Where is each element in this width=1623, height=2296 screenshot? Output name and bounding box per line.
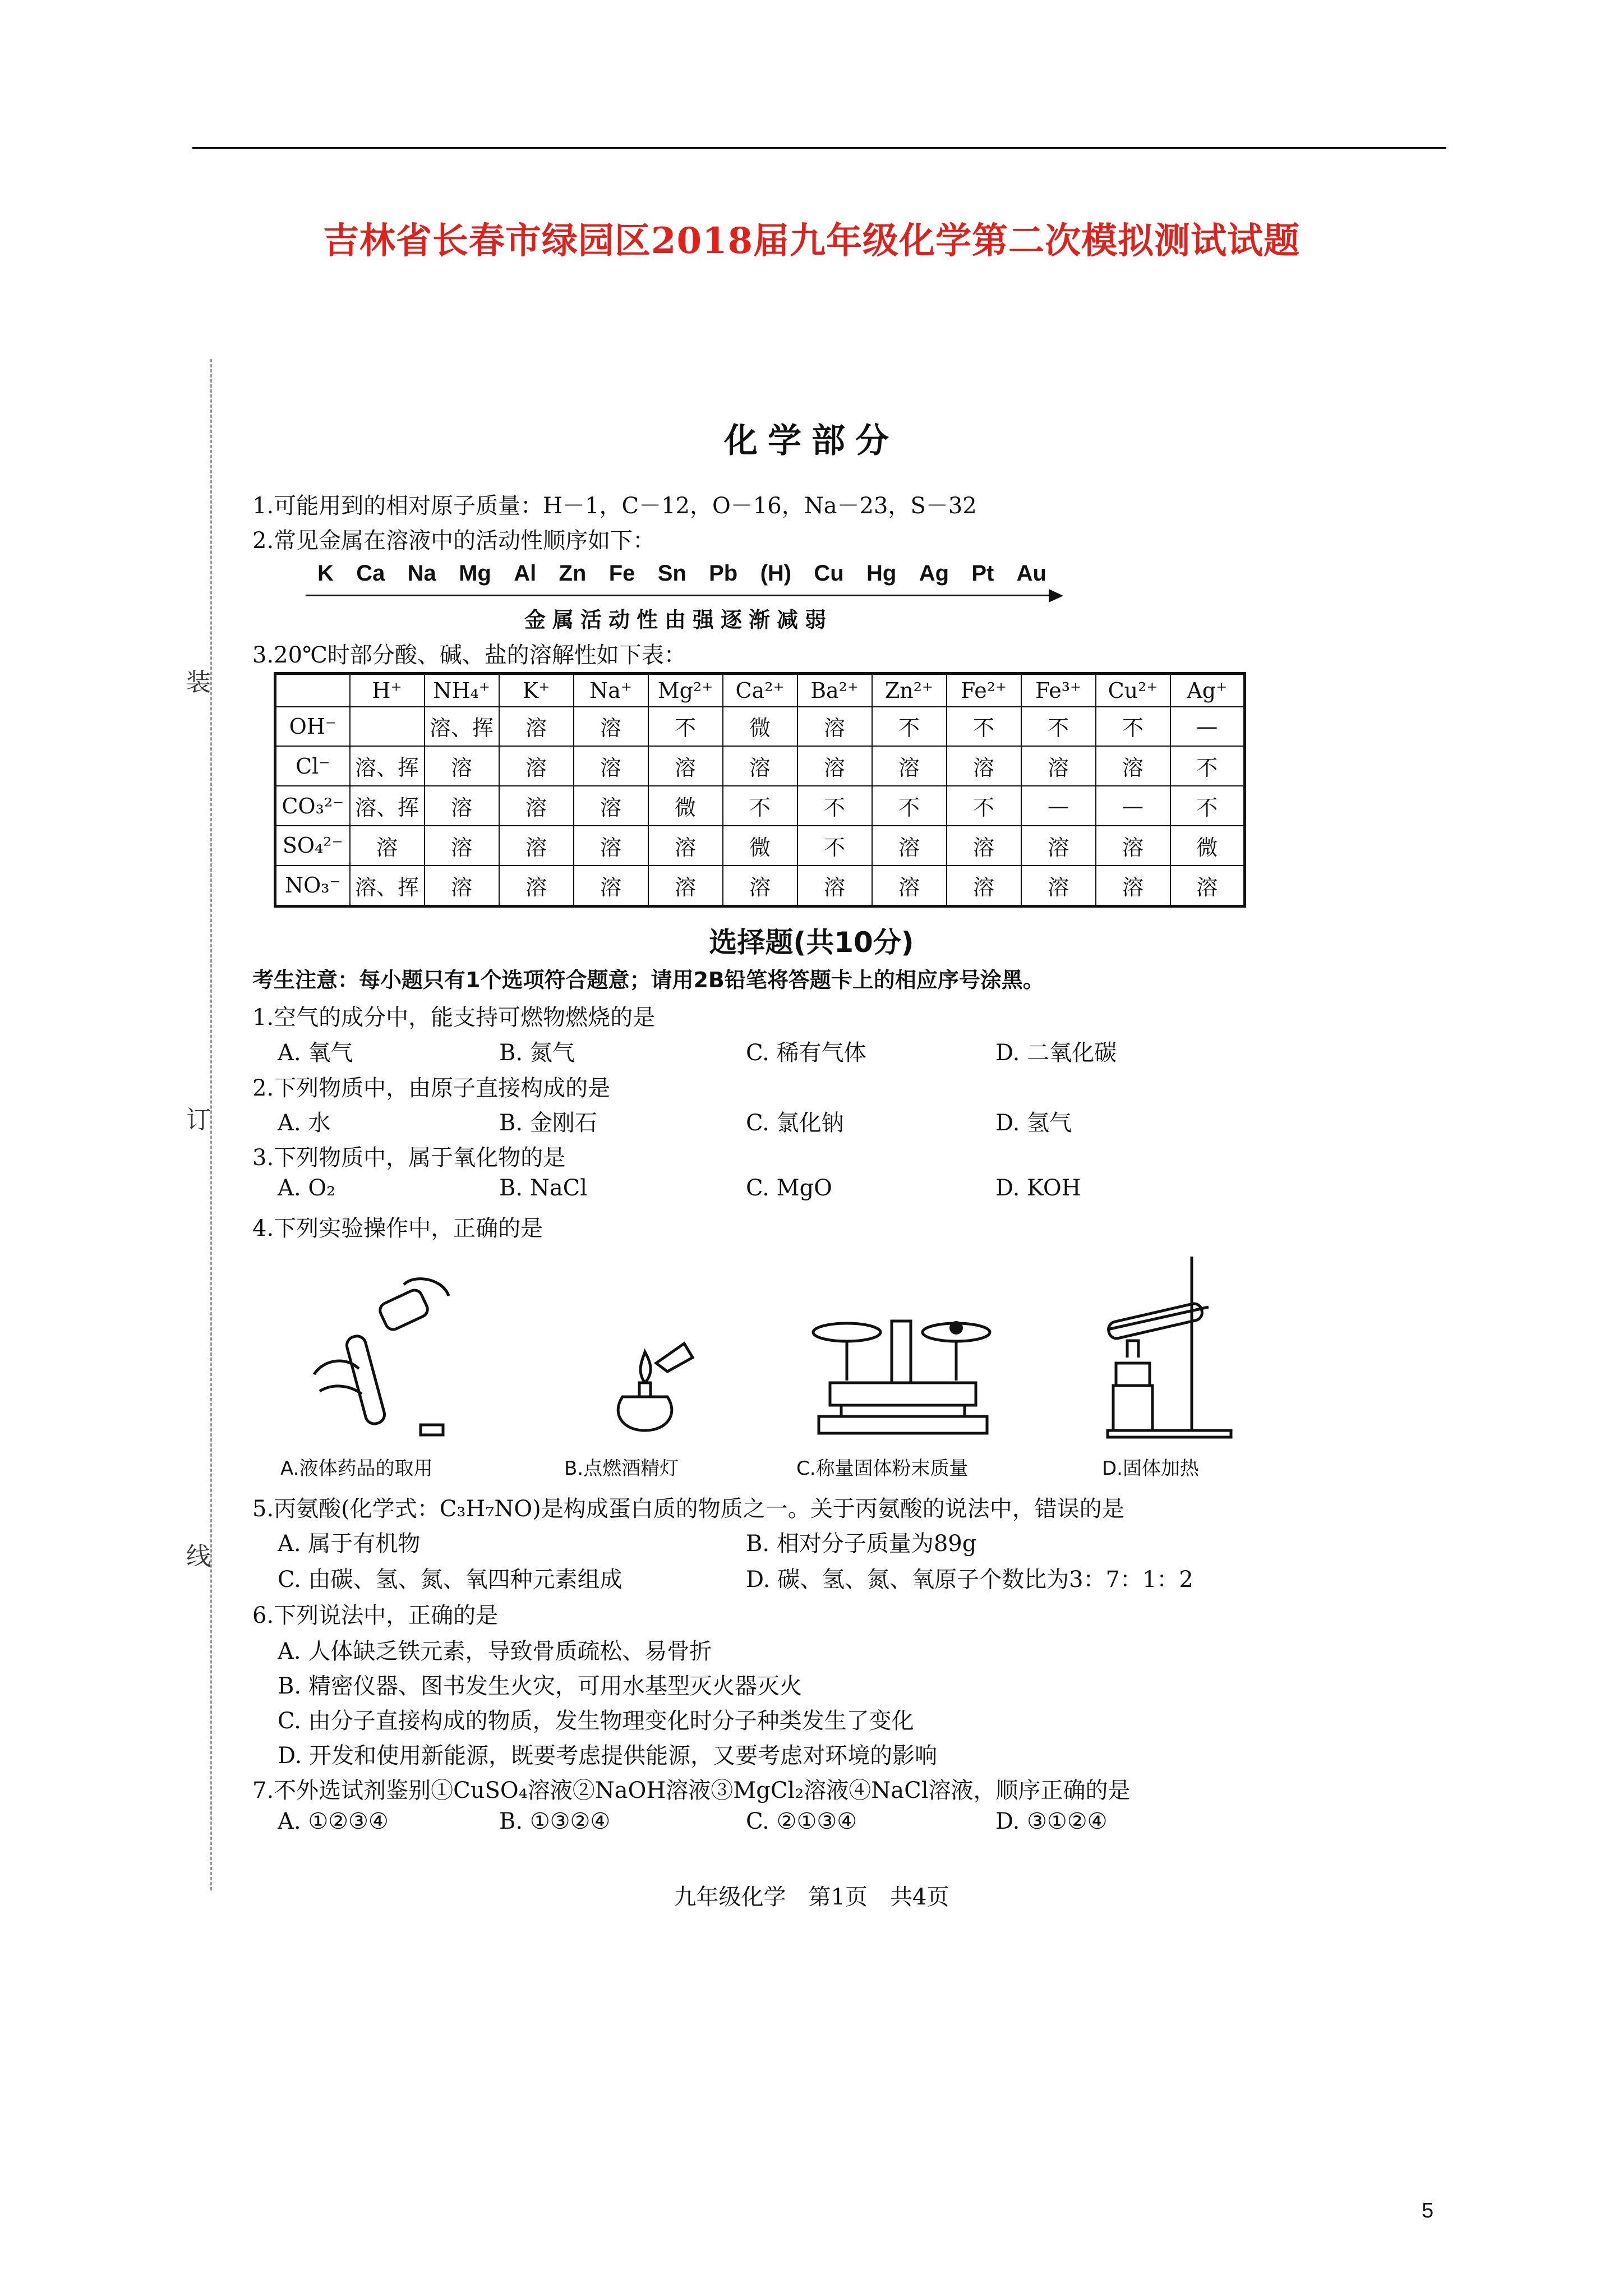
table-cell: 溶、挥: [350, 866, 425, 907]
table-cell: 溶: [1096, 866, 1170, 907]
activity-series: [317, 561, 1046, 586]
table-cell: 微: [723, 826, 797, 866]
table-cell: 不: [1021, 707, 1096, 747]
table-header-row: [275, 674, 1245, 707]
table-header-cell: Cu²⁺: [1096, 674, 1170, 707]
q3-option-b: B. NaCl: [499, 1175, 588, 1201]
candidate-notice: 考生注意：每小题只有1个选项符合题意；请用2B铅笔将答题卡上的相应序号涂黑。: [252, 968, 1044, 992]
table-cell: 不: [1170, 746, 1245, 786]
q6-option-d: D. 开发和使用新能源，既要考虑提供能源，又要考虑对环境的影响: [278, 1743, 938, 1769]
q5-option-b: B. 相对分子质量为89g: [746, 1531, 977, 1557]
series-element: Au: [1016, 561, 1046, 586]
q2-stem: 2.下列物质中，由原子直接构成的是: [252, 1075, 611, 1101]
table-header-cell: Mg²⁺: [648, 674, 723, 707]
q2-option-c: C. 氯化钠: [746, 1110, 844, 1136]
table-header-cell: Fe³⁺: [1021, 674, 1096, 707]
q5-option-d: D. 碳、氢、氮、氧原子个数比为3：7：1：2: [746, 1567, 1193, 1593]
table-row: [275, 826, 1245, 866]
q7-option-b: B. ①③②④: [499, 1809, 611, 1834]
series-element: Fe: [608, 561, 635, 586]
table-cell: 溶: [574, 826, 648, 866]
series-element: Zn: [559, 561, 587, 586]
binding-char-ding: 订: [186, 1106, 211, 1134]
liquid-pouring-illustration: [303, 1273, 494, 1442]
table-cell: 溶: [574, 786, 648, 826]
q1-option-b: B. 氮气: [499, 1040, 575, 1066]
table-cell: 溶: [425, 746, 499, 786]
table-cell: 溶: [872, 866, 947, 907]
table-cell: 溶: [425, 786, 499, 826]
figure-caption-a: A.液体药品的取用: [280, 1457, 433, 1480]
table-cell: OH⁻: [275, 707, 350, 747]
info-item-1: 1.可能用到的相对原子质量：H－1，C－12，O－16，Na－23，S－32: [252, 493, 977, 519]
table-cell: —: [1170, 707, 1245, 747]
table-cell: 溶: [499, 786, 574, 826]
q1-option-d: D. 二氧化碳: [995, 1040, 1117, 1066]
q7-option-d: D. ③①②④: [995, 1809, 1108, 1834]
table-cell: 溶: [723, 866, 797, 907]
table-cell: 溶: [499, 746, 574, 786]
activity-arrow-head: [1049, 589, 1063, 602]
table-cell: 溶: [648, 826, 723, 866]
table-cell: 溶: [648, 866, 723, 907]
q7-option-a: A. ①②③④: [278, 1809, 389, 1834]
q3-option-a: A. O₂: [278, 1175, 336, 1201]
series-element: Hg: [866, 561, 897, 586]
q3-option-c: C. MgO: [746, 1175, 832, 1201]
table-cell: 溶: [872, 746, 947, 786]
table-header-cell: Ca²⁺: [723, 674, 797, 707]
table-cell: 溶: [425, 826, 499, 866]
page-number: 5: [1422, 2199, 1434, 2223]
table-cell: 微: [1170, 826, 1245, 866]
table-row: [275, 786, 1245, 826]
table-cell: 不: [947, 707, 1021, 747]
table-cell: 溶: [350, 826, 425, 866]
series-element: Ca: [356, 561, 385, 586]
table-cell: 溶: [574, 746, 648, 786]
q1-option-c: C. 稀有气体: [746, 1040, 866, 1066]
q3-stem: 3.下列物质中，属于氧化物的是: [252, 1145, 566, 1171]
table-cell: 不: [723, 786, 797, 826]
table-header-cell: H⁺: [350, 674, 425, 707]
q7-stem: 7.不外选试剂鉴别①CuSO₄溶液②NaOH溶液③MgCl₂溶液④NaCl溶液，顺序正确的是: [252, 1778, 1131, 1803]
series-element: Na: [407, 561, 436, 586]
table-cell: 溶: [872, 826, 947, 866]
figure-caption-b: B.点燃酒精灯: [564, 1457, 679, 1480]
page-footer: 九年级化学 第1页 共4页: [674, 1884, 949, 1910]
table-cell: CO₃²⁻: [275, 786, 350, 826]
series-element: (H): [760, 561, 792, 586]
q5-stem: 5.丙氨酸(化学式：C₃H₇NO)是构成蛋白质的物质之一。关于丙氨酸的说法中，错误的是: [252, 1496, 1124, 1522]
q2-option-a: A. 水: [278, 1110, 331, 1136]
q6-option-a: A. 人体缺乏铁元素，导致骨质疏松、易骨折: [278, 1639, 712, 1664]
top-rule: [192, 147, 1446, 149]
q3-option-d: D. KOH: [995, 1175, 1081, 1201]
table-row: [275, 866, 1245, 907]
table-cell: 微: [648, 786, 723, 826]
table-cell: 不: [872, 707, 947, 747]
series-element: Ag: [919, 561, 949, 586]
table-cell: 溶: [574, 707, 648, 747]
q5-option-a: A. 属于有机物: [278, 1531, 421, 1557]
table-cell: 溶: [797, 746, 872, 786]
table-cell: 溶: [723, 746, 797, 786]
series-element: Pb: [709, 561, 738, 586]
table-cell: 微: [723, 707, 797, 747]
table-cell: 溶、挥: [350, 746, 425, 786]
binding-char-xian: 线: [186, 1542, 211, 1571]
q2-option-d: D. 氢气: [995, 1110, 1072, 1136]
table-cell: 溶: [574, 866, 648, 907]
table-header-cell: Fe²⁺: [947, 674, 1021, 707]
alcohol-lamp-illustration: [589, 1329, 701, 1436]
solubility-table: [274, 672, 1246, 908]
table-cell: 溶: [1021, 866, 1096, 907]
table-cell: 溶: [1096, 746, 1170, 786]
table-cell: —: [1021, 786, 1096, 826]
table-cell: [350, 707, 425, 747]
series-element: Pt: [971, 561, 994, 586]
table-header-cell: Na⁺: [574, 674, 648, 707]
info-item-3: 3.20℃时部分酸、碱、盐的溶解性如下表：: [252, 642, 686, 668]
table-cell: 溶: [1021, 746, 1096, 786]
table-row: [275, 707, 1245, 747]
table-cell: 不: [797, 786, 872, 826]
document-title: 吉林省长春市绿园区2018届九年级化学第二次模拟测试试题: [322, 220, 1301, 262]
q5-option-c: C. 由碳、氢、氮、氧四种元素组成: [278, 1567, 623, 1593]
table-cell: 不: [1096, 707, 1170, 747]
table-header-cell: NH₄⁺: [425, 674, 499, 707]
section-title: 化学部分: [724, 421, 899, 461]
activity-series-label: 金属活动性由强逐渐减弱: [524, 608, 833, 632]
series-element: Sn: [657, 561, 686, 586]
solid-heating-illustration: [1085, 1251, 1253, 1447]
q6-option-b: B. 精密仪器、图书发生火灾，可用水基型灭火器灭火: [278, 1673, 802, 1699]
table-cell: NO₃⁻: [275, 866, 350, 907]
table-cell: 溶: [947, 866, 1021, 907]
activity-arrow-line: [306, 595, 1057, 596]
table-cell: 溶: [1170, 866, 1245, 907]
table-cell: 溶、挥: [350, 786, 425, 826]
table-header-cell: K⁺: [499, 674, 574, 707]
table-cell: 溶: [499, 826, 574, 866]
table-cell: 不: [947, 786, 1021, 826]
table-cell: 溶: [1096, 826, 1170, 866]
table-cell: 不: [797, 826, 872, 866]
table-cell: 不: [872, 786, 947, 826]
table-cell: 溶: [648, 746, 723, 786]
info-item-2: 2.常见金属在溶液中的活动性顺序如下：: [252, 528, 656, 554]
q1-option-a: A. 氧气: [278, 1040, 353, 1066]
figure-caption-d: D.固体加热: [1102, 1457, 1199, 1480]
series-element: Mg: [459, 561, 491, 586]
table-cell: 溶: [425, 866, 499, 907]
table-cell: —: [1096, 786, 1170, 826]
table-cell: 溶: [947, 826, 1021, 866]
table-cell: 溶: [947, 746, 1021, 786]
table-row: [275, 746, 1245, 786]
table-header-cell: [275, 674, 350, 707]
table-cell: 不: [648, 707, 723, 747]
table-cell: 溶: [499, 707, 574, 747]
table-cell: 溶、挥: [425, 707, 499, 747]
q4-stem: 4.下列实验操作中，正确的是: [252, 1216, 543, 1241]
figure-caption-c: C.称量固体粉末质量: [796, 1457, 969, 1480]
table-cell: 溶: [797, 707, 872, 747]
q6-option-c: C. 由分子直接构成的物质，发生物理变化时分子种类发生了变化: [278, 1708, 914, 1734]
binding-char-zhuang: 装: [186, 668, 211, 697]
q2-option-b: B. 金刚石: [499, 1110, 597, 1136]
table-header-cell: Ba²⁺: [797, 674, 872, 707]
table-cell: Cl⁻: [275, 746, 350, 786]
series-element: Cu: [814, 561, 844, 586]
table-cell: 溶: [1021, 826, 1096, 866]
q1-stem: 1.空气的成分中，能支持可燃物燃烧的是: [252, 1005, 656, 1030]
table-cell: 不: [1170, 786, 1245, 826]
table-cell: 溶: [499, 866, 574, 907]
table-header-cell: Zn²⁺: [872, 674, 947, 707]
table-header-cell: Ag⁺: [1170, 674, 1245, 707]
balance-scale-illustration: [808, 1310, 998, 1444]
series-element: K: [317, 561, 334, 586]
series-element: Al: [514, 561, 537, 586]
table-cell: 溶: [797, 866, 872, 907]
table-cell: SO₄²⁻: [275, 826, 350, 866]
multiple-choice-title: 选择题(共10分): [709, 926, 914, 959]
q6-stem: 6.下列说法中，正确的是: [252, 1603, 499, 1628]
q7-option-c: C. ②①③④: [746, 1809, 857, 1834]
